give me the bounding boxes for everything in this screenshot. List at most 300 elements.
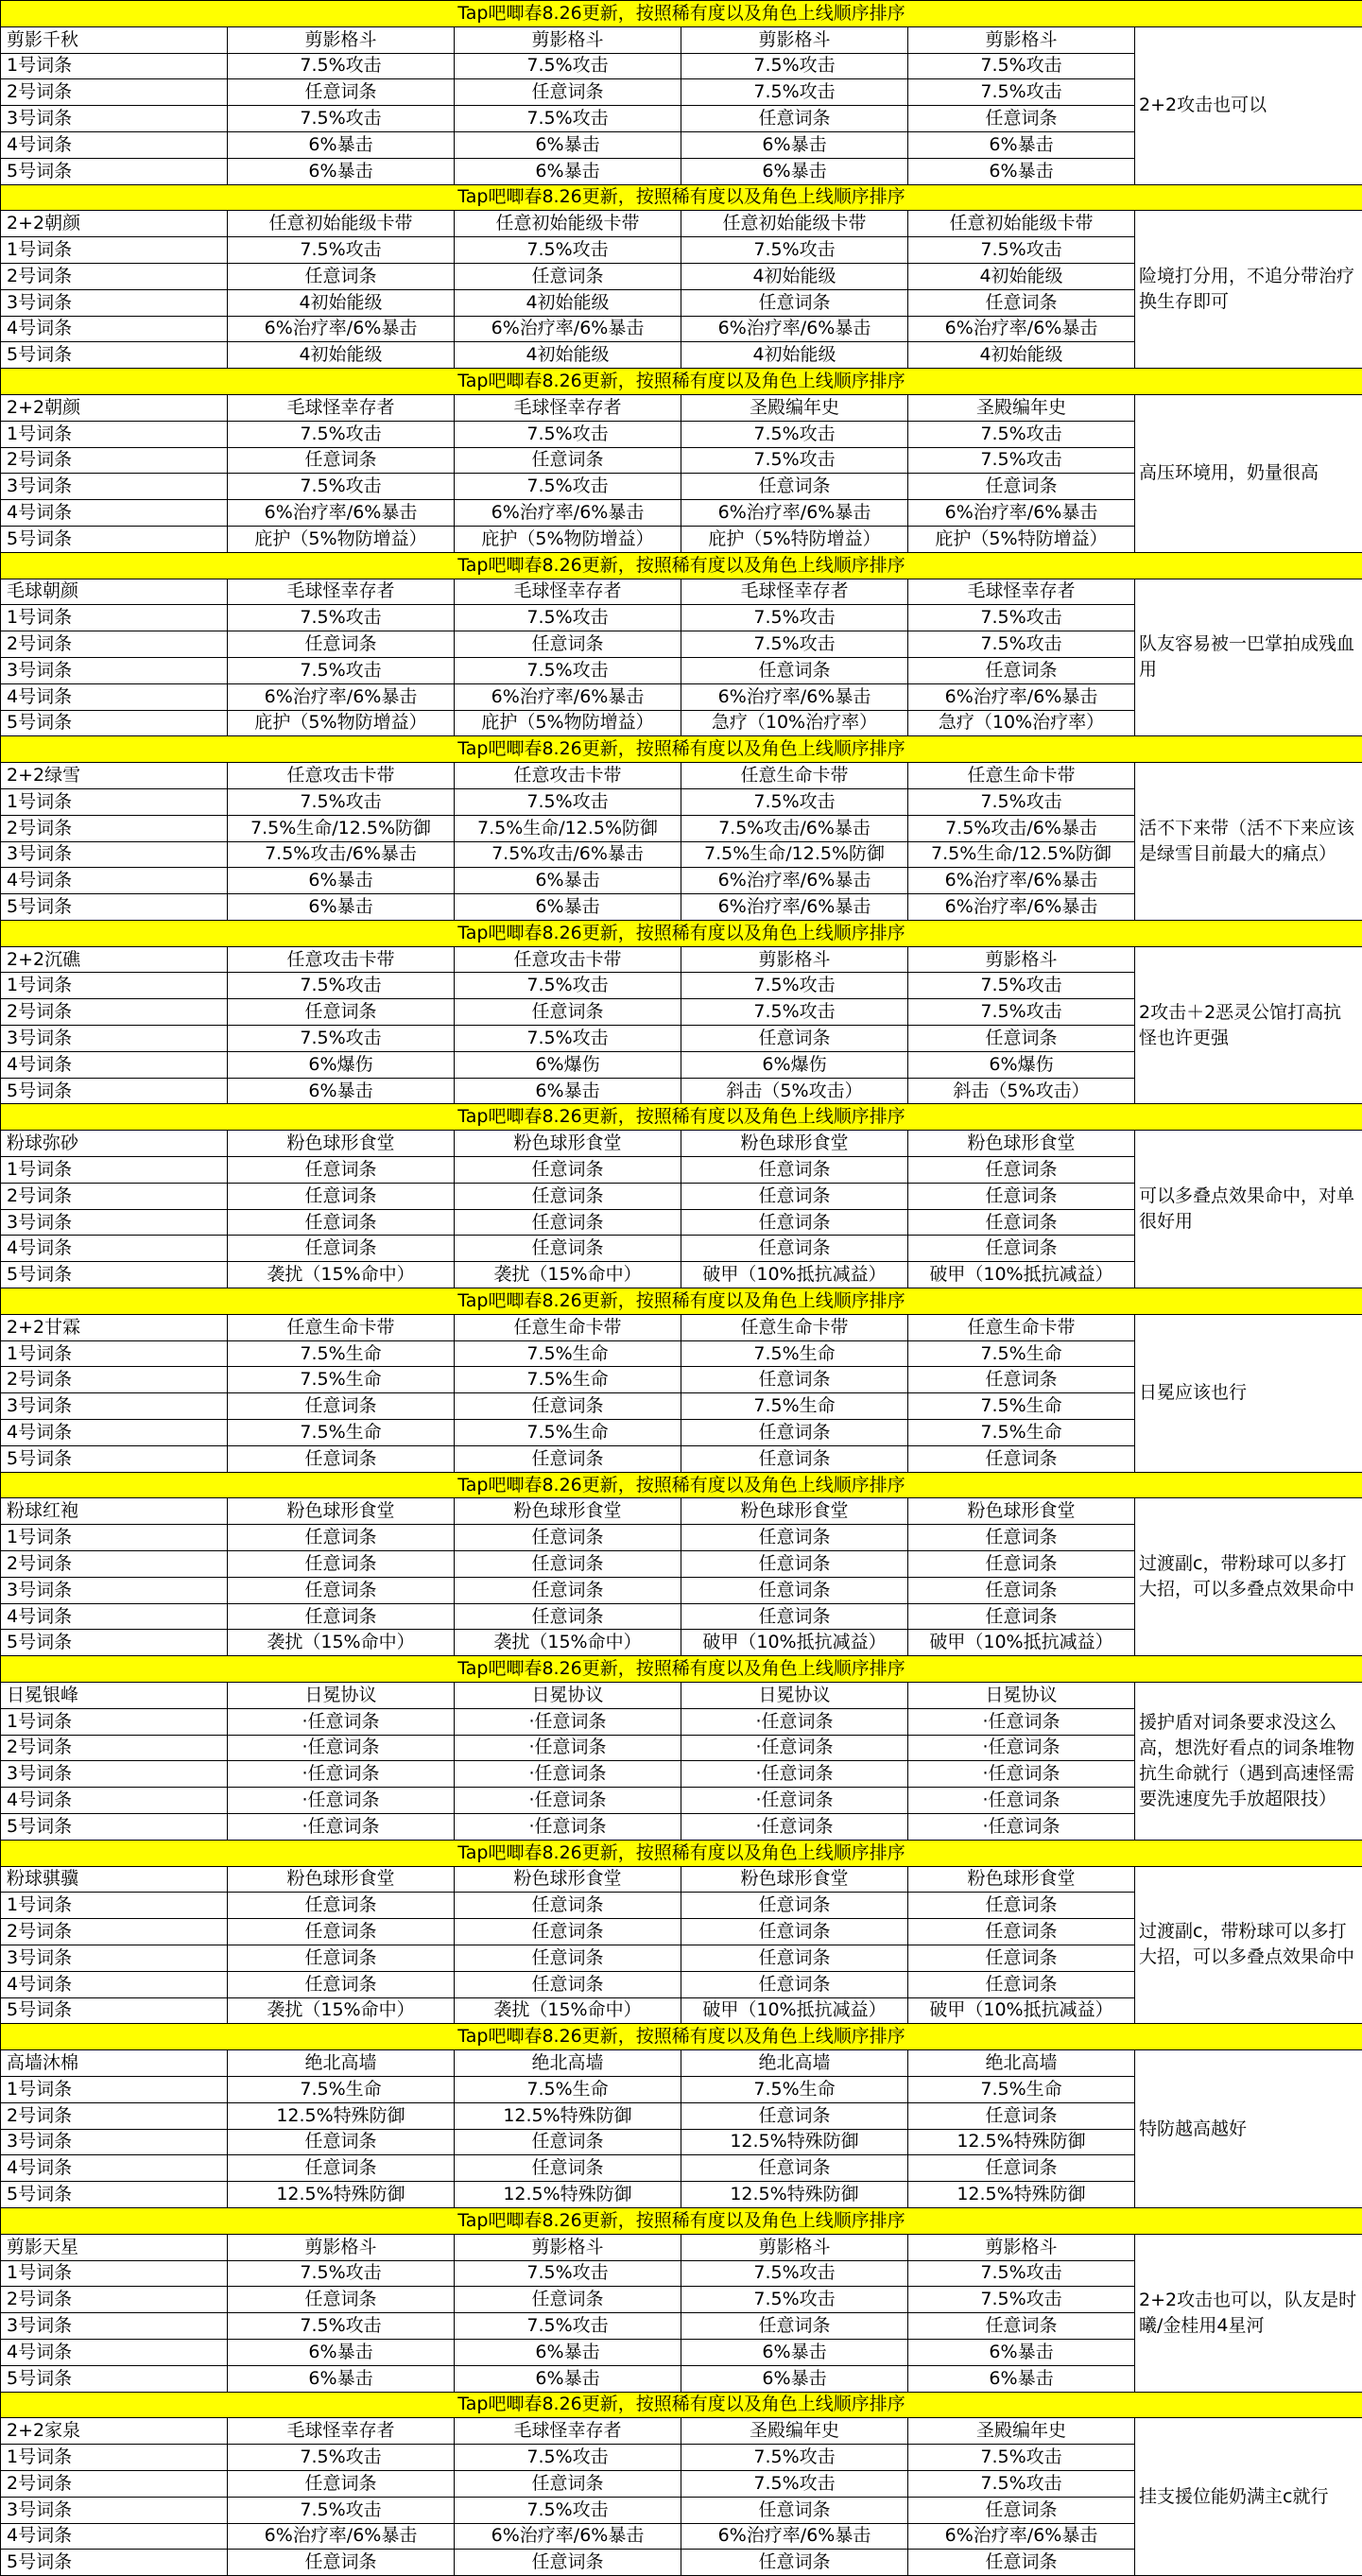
stat-cell: 6%治疗率/6%暴击: [228, 2523, 455, 2550]
card-set: 毛球怪幸存者: [228, 2418, 455, 2445]
stat-cell: 7.5%生命/12.5%防御: [455, 815, 681, 841]
banner-row: [1, 369, 1362, 395]
stat-cell: 任意词条: [681, 1919, 908, 1945]
banner-row: [1, 1, 1362, 27]
row-label: 3号词条: [1, 657, 228, 683]
stat-cell: 任意词条: [681, 1183, 908, 1209]
section-header-row: [1, 211, 1362, 237]
stat-cell: 6%治疗率/6%暴击: [681, 868, 908, 894]
stat-cell: 庇护（5%物防增益）: [228, 526, 455, 552]
update-banner: Tap吧唧春8.26更新，按照稀有度以及角色上线顺序排序: [1, 1840, 1362, 1866]
stat-cell: 袭扰（15%命中）: [228, 1997, 455, 2024]
stat-cell: 任意词条: [681, 1893, 908, 1919]
stat-cell: 任意词条: [228, 447, 455, 474]
stat-cell: ·任意词条: [681, 1761, 908, 1788]
character-name: 剪影千秋: [1, 26, 228, 53]
stat-cell: ·任意词条: [908, 1761, 1135, 1788]
stat-cell: ·任意词条: [681, 1735, 908, 1761]
stat-cell: 7.5%攻击: [908, 2287, 1135, 2313]
stat-cell: 7.5%攻击: [681, 79, 908, 106]
stat-cell: 4初始能级: [455, 289, 681, 316]
row-label: 2号词条: [1, 1551, 228, 1578]
card-set: 粉色球形食堂: [455, 1131, 681, 1157]
stat-cell: 6%治疗率/6%暴击: [908, 894, 1135, 921]
section-note: 挂支援位能奶满主c就行: [1135, 2418, 1362, 2576]
stat-cell: 任意词条: [908, 289, 1135, 316]
stat-cell: 7.5%攻击: [681, 237, 908, 264]
stat-cell: 任意词条: [908, 2313, 1135, 2340]
stat-cell: 6%治疗率/6%暴击: [228, 500, 455, 527]
section-header-row: [1, 1131, 1362, 1157]
stat-cell: 6%暴击: [681, 2339, 908, 2365]
character-name: 粉球红袍: [1, 1498, 228, 1525]
card-set: 剪影格斗: [681, 946, 908, 973]
stat-cell: 12.5%特殊防御: [681, 2129, 908, 2155]
stat-cell: 7.5%攻击: [228, 421, 455, 447]
stat-cell: 7.5%攻击: [455, 421, 681, 447]
stat-cell: 7.5%攻击: [908, 2445, 1135, 2471]
card-set: 任意生命卡带: [908, 763, 1135, 789]
card-set: 圣殿编年史: [908, 394, 1135, 421]
row-label: 3号词条: [1, 2129, 228, 2155]
stat-cell: 任意词条: [908, 1971, 1135, 1997]
stat-cell: 12.5%特殊防御: [228, 2182, 455, 2208]
stat-cell: 任意词条: [908, 1551, 1135, 1578]
stat-cell: 6%治疗率/6%暴击: [681, 683, 908, 710]
stat-cell: 6%暴击: [908, 158, 1135, 184]
character-name: 毛球朝颜: [1, 579, 228, 605]
stat-cell: 任意词条: [455, 999, 681, 1026]
row-label: 1号词条: [1, 421, 228, 447]
stat-cell: 7.5%攻击: [908, 2470, 1135, 2497]
stat-cell: 7.5%攻击: [908, 447, 1135, 474]
stat-cell: 任意词条: [908, 1026, 1135, 1052]
row-label: 2号词条: [1, 2102, 228, 2129]
update-banner: Tap吧唧春8.26更新，按照稀有度以及角色上线顺序排序: [1, 736, 1362, 763]
stat-cell: 7.5%攻击: [455, 1026, 681, 1052]
row-label: 2号词条: [1, 999, 228, 1026]
stat-cell: 庇护（5%物防增益）: [228, 710, 455, 736]
row-label: 4号词条: [1, 1603, 228, 1630]
stat-cell: 任意词条: [908, 1183, 1135, 1209]
section-note: 2攻击＋2恶灵公馆打高抗怪也许更强: [1135, 946, 1362, 1104]
row-label: 3号词条: [1, 1209, 228, 1236]
stat-cell: 6%暴击: [681, 131, 908, 158]
card-set: 剪影格斗: [908, 2234, 1135, 2260]
row-label: 5号词条: [1, 1630, 228, 1656]
banner-row: [1, 1840, 1362, 1866]
row-label: 4号词条: [1, 316, 228, 342]
stat-cell: 12.5%特殊防御: [908, 2129, 1135, 2155]
stat-cell: 任意词条: [455, 1603, 681, 1630]
stat-cell: 任意词条: [681, 1551, 908, 1578]
stat-cell: ·任意词条: [228, 1788, 455, 1814]
card-set: 任意初始能级卡带: [908, 211, 1135, 237]
row-label: 3号词条: [1, 106, 228, 132]
update-banner: Tap吧唧春8.26更新，按照稀有度以及角色上线顺序排序: [1, 369, 1362, 395]
stat-cell: 任意词条: [908, 1603, 1135, 1630]
character-name: 2+2家泉: [1, 2418, 228, 2445]
section-note: 过渡副c，带粉球可以多打大招，可以多叠点效果命中: [1135, 1866, 1362, 2024]
stat-cell: 7.5%攻击: [908, 788, 1135, 815]
stat-cell: 任意词条: [681, 2155, 908, 2182]
card-set: 日冕协议: [455, 1683, 681, 1709]
row-label: 4号词条: [1, 1971, 228, 1997]
stat-cell: 袭扰（15%命中）: [455, 1997, 681, 2024]
stat-cell: ·任意词条: [455, 1735, 681, 1761]
stat-cell: 任意词条: [455, 447, 681, 474]
stat-cell: 12.5%特殊防御: [228, 2102, 455, 2129]
stat-cell: 7.5%攻击: [455, 237, 681, 264]
update-banner: Tap吧唧春8.26更新，按照稀有度以及角色上线顺序排序: [1, 1656, 1362, 1683]
row-label: 3号词条: [1, 2497, 228, 2523]
update-banner: Tap吧唧春8.26更新，按照稀有度以及角色上线顺序排序: [1, 920, 1362, 946]
stat-cell: 6%治疗率/6%暴击: [228, 316, 455, 342]
row-label: 4号词条: [1, 1236, 228, 1262]
stat-cell: ·任意词条: [908, 1788, 1135, 1814]
stat-cell: 任意词条: [455, 1945, 681, 1971]
stat-cell: 6%暴击: [455, 1078, 681, 1104]
row-label: 2号词条: [1, 1367, 228, 1393]
row-label: 2号词条: [1, 1919, 228, 1945]
stat-cell: 7.5%攻击/6%暴击: [681, 815, 908, 841]
stat-cell: 6%暴击: [455, 2339, 681, 2365]
stat-cell: ·任意词条: [455, 1708, 681, 1735]
stat-cell: 7.5%生命: [455, 2076, 681, 2102]
stat-cell: 4初始能级: [908, 263, 1135, 289]
stat-cell: 任意词条: [455, 1893, 681, 1919]
stat-cell: 7.5%攻击: [908, 999, 1135, 1026]
stat-cell: 12.5%特殊防御: [455, 2102, 681, 2129]
row-label: 5号词条: [1, 2365, 228, 2392]
stat-cell: 任意词条: [681, 1157, 908, 1184]
stat-cell: 7.5%攻击: [455, 53, 681, 79]
card-set: 圣殿编年史: [681, 2418, 908, 2445]
stat-cell: 任意词条: [681, 2550, 908, 2576]
stat-cell: 6%治疗率/6%暴击: [908, 316, 1135, 342]
stat-cell: ·任意词条: [908, 1813, 1135, 1840]
stat-cell: 任意词条: [681, 1236, 908, 1262]
section-header-row: [1, 2050, 1362, 2077]
row-label: 5号词条: [1, 1445, 228, 1472]
row-label: 5号词条: [1, 1813, 228, 1840]
row-label: 5号词条: [1, 342, 228, 369]
stat-cell: 6%治疗率/6%暴击: [908, 2523, 1135, 2550]
stat-cell: 6%暴击: [908, 2339, 1135, 2365]
stat-cell: 7.5%生命: [908, 1340, 1135, 1367]
row-label: 5号词条: [1, 158, 228, 184]
card-set: 剪影格斗: [228, 26, 455, 53]
row-label: 2号词条: [1, 631, 228, 658]
section-note: 队友容易被一巴掌拍成残血用: [1135, 579, 1362, 736]
section-header-row: [1, 2234, 1362, 2260]
stat-cell: 任意词条: [681, 1945, 908, 1971]
card-set: 剪影格斗: [908, 946, 1135, 973]
stat-cell: 6%治疗率/6%暴击: [908, 683, 1135, 710]
stat-cell: 7.5%攻击: [681, 421, 908, 447]
row-label: 3号词条: [1, 1577, 228, 1603]
stat-cell: 7.5%攻击: [228, 788, 455, 815]
stat-cell: 任意词条: [455, 1236, 681, 1262]
update-banner: Tap吧唧春8.26更新，按照稀有度以及角色上线顺序排序: [1, 184, 1362, 211]
stat-cell: 任意词条: [908, 1367, 1135, 1393]
stat-cell: 任意词条: [908, 1919, 1135, 1945]
stat-cell: 6%暴击: [681, 2365, 908, 2392]
stat-cell: ·任意词条: [908, 1708, 1135, 1735]
stat-cell: 7.5%攻击: [681, 631, 908, 658]
stat-cell: 6%爆伤: [681, 1051, 908, 1078]
stat-cell: 任意词条: [681, 2313, 908, 2340]
stat-cell: 4初始能级: [681, 263, 908, 289]
stat-cell: 7.5%攻击: [228, 474, 455, 500]
stat-cell: 任意词条: [908, 1893, 1135, 1919]
stat-cell: 7.5%攻击/6%暴击: [228, 841, 455, 868]
stat-cell: 任意词条: [681, 106, 908, 132]
stat-cell: 急疗（10%治疗率）: [908, 710, 1135, 736]
row-label: 2号词条: [1, 1183, 228, 1209]
card-set: 粉色球形食堂: [681, 1866, 908, 1893]
stat-cell: 7.5%攻击: [455, 2497, 681, 2523]
stat-cell: 7.5%生命: [455, 1340, 681, 1367]
update-banner: Tap吧唧春8.26更新，按照稀有度以及角色上线顺序排序: [1, 1104, 1362, 1131]
stat-cell: 任意词条: [228, 1577, 455, 1603]
stat-cell: 破甲（10%抵抗减益）: [681, 1630, 908, 1656]
update-banner: Tap吧唧春8.26更新，按照稀有度以及角色上线顺序排序: [1, 1288, 1362, 1315]
stat-cell: 破甲（10%抵抗减益）: [681, 1262, 908, 1288]
row-label: 5号词条: [1, 894, 228, 921]
stat-cell: 7.5%攻击: [455, 2445, 681, 2471]
stat-cell: 任意词条: [228, 1157, 455, 1184]
stat-cell: 7.5%攻击/6%暴击: [908, 815, 1135, 841]
stat-cell: 6%治疗率/6%暴击: [681, 316, 908, 342]
stat-cell: 7.5%攻击: [228, 2260, 455, 2287]
row-label: 5号词条: [1, 2550, 228, 2576]
card-set: 任意攻击卡带: [455, 763, 681, 789]
stat-cell: 7.5%攻击: [681, 2445, 908, 2471]
stat-cell: 7.5%生命: [228, 1420, 455, 1446]
stat-cell: 任意词条: [681, 1026, 908, 1052]
stat-cell: 7.5%攻击: [681, 788, 908, 815]
section-note: 特防越高越好: [1135, 2050, 1362, 2208]
stat-cell: 6%爆伤: [908, 1051, 1135, 1078]
banner-row: [1, 1472, 1362, 1498]
card-set: 任意攻击卡带: [228, 763, 455, 789]
section-note: 援护盾对词条要求没这么高，想洗好看点的词条堆物抗生命就行（遇到高速怪需要洗速度先手放超限技）: [1135, 1683, 1362, 1841]
stat-cell: 7.5%攻击: [908, 2260, 1135, 2287]
stat-cell: 6%暴击: [228, 894, 455, 921]
stat-cell: 4初始能级: [908, 342, 1135, 369]
character-name: 日冕银峰: [1, 1683, 228, 1709]
stat-cell: 任意词条: [228, 2155, 455, 2182]
stat-cell: 7.5%攻击: [228, 657, 455, 683]
stat-cell: 6%暴击: [228, 1078, 455, 1104]
stat-cell: ·任意词条: [455, 1813, 681, 1840]
stat-cell: 6%治疗率/6%暴击: [455, 500, 681, 527]
section-header-row: [1, 1866, 1362, 1893]
stat-cell: 任意词条: [455, 1525, 681, 1551]
stat-cell: 7.5%攻击: [681, 2287, 908, 2313]
character-name: 2+2朝颜: [1, 211, 228, 237]
row-label: 2号词条: [1, 79, 228, 106]
row-label: 3号词条: [1, 1026, 228, 1052]
card-set: 绝北高墙: [681, 2050, 908, 2077]
card-set: 任意初始能级卡带: [681, 211, 908, 237]
card-set: 圣殿编年史: [681, 394, 908, 421]
stat-cell: 7.5%攻击: [908, 605, 1135, 631]
stat-cell: 6%爆伤: [455, 1051, 681, 1078]
row-label: 1号词条: [1, 1340, 228, 1367]
stat-cell: 任意词条: [228, 1183, 455, 1209]
stat-cell: 6%治疗率/6%暴击: [681, 894, 908, 921]
stat-cell: 破甲（10%抵抗减益）: [908, 1997, 1135, 2024]
row-label: 5号词条: [1, 1262, 228, 1288]
row-label: 5号词条: [1, 710, 228, 736]
card-set: 毛球怪幸存者: [455, 579, 681, 605]
stat-cell: 任意词条: [681, 1445, 908, 1472]
stat-cell: 袭扰（15%命中）: [455, 1630, 681, 1656]
stat-cell: 任意词条: [681, 289, 908, 316]
stat-cell: 6%暴击: [455, 868, 681, 894]
stat-cell: 6%暴击: [908, 2365, 1135, 2392]
stat-cell: 7.5%攻击: [681, 53, 908, 79]
stat-cell: 7.5%生命: [681, 1340, 908, 1367]
stat-cell: 6%暴击: [681, 158, 908, 184]
card-set: 粉色球形食堂: [455, 1498, 681, 1525]
stat-cell: 任意词条: [681, 1525, 908, 1551]
stat-cell: 7.5%攻击: [455, 605, 681, 631]
section-header-row: [1, 1683, 1362, 1709]
stat-cell: 袭扰（15%命中）: [455, 1262, 681, 1288]
card-set: 任意攻击卡带: [455, 946, 681, 973]
update-banner: Tap吧唧春8.26更新，按照稀有度以及角色上线顺序排序: [1, 1472, 1362, 1498]
banner-row: [1, 2024, 1362, 2050]
section-header-row: [1, 2418, 1362, 2445]
section-header-row: [1, 1314, 1362, 1340]
section-header-row: [1, 26, 1362, 53]
stat-cell: 任意词条: [455, 263, 681, 289]
stat-cell: 破甲（10%抵抗减益）: [681, 1997, 908, 2024]
update-banner: Tap吧唧春8.26更新，按照稀有度以及角色上线顺序排序: [1, 552, 1362, 579]
stat-cell: 任意词条: [455, 2155, 681, 2182]
banner-row: [1, 1288, 1362, 1315]
card-set: 毛球怪幸存者: [228, 579, 455, 605]
row-label: 4号词条: [1, 131, 228, 158]
stat-cell: 任意词条: [681, 1577, 908, 1603]
stat-cell: 任意词条: [908, 1236, 1135, 1262]
stat-cell: 7.5%生命: [681, 2076, 908, 2102]
stat-cell: 6%暴击: [455, 2365, 681, 2392]
banner-row: [1, 2207, 1362, 2234]
stat-cell: 7.5%攻击: [228, 2313, 455, 2340]
stat-cell: 7.5%攻击: [455, 657, 681, 683]
stat-cell: 6%治疗率/6%暴击: [455, 683, 681, 710]
stat-cell: 4初始能级: [681, 342, 908, 369]
card-set: 剪影格斗: [228, 2234, 455, 2260]
stat-cell: 7.5%攻击: [455, 973, 681, 999]
stat-cell: 6%治疗率/6%暴击: [681, 2523, 908, 2550]
card-set: 毛球怪幸存者: [681, 579, 908, 605]
card-set: 剪影格斗: [681, 26, 908, 53]
row-label: 1号词条: [1, 605, 228, 631]
stat-cell: 任意词条: [228, 1445, 455, 1472]
stat-cell: 6%治疗率/6%暴击: [455, 2523, 681, 2550]
stat-cell: 任意词条: [228, 1209, 455, 1236]
stat-cell: 7.5%生命: [228, 1340, 455, 1367]
row-label: 1号词条: [1, 1893, 228, 1919]
row-label: 1号词条: [1, 2260, 228, 2287]
card-set: 毛球怪幸存者: [455, 2418, 681, 2445]
stat-cell: 7.5%生命: [908, 2076, 1135, 2102]
stat-cell: 任意词条: [228, 263, 455, 289]
stat-cell: 任意词条: [228, 2129, 455, 2155]
stat-cell: 任意词条: [681, 474, 908, 500]
banner-row: [1, 1656, 1362, 1683]
row-label: 2号词条: [1, 2470, 228, 2497]
banner-row: [1, 184, 1362, 211]
stat-cell: 任意词条: [228, 999, 455, 1026]
stat-cell: ·任意词条: [681, 1813, 908, 1840]
stat-cell: 任意词条: [228, 1971, 455, 1997]
stat-cell: 7.5%生命/12.5%防御: [908, 841, 1135, 868]
stat-cell: 7.5%生命: [455, 1367, 681, 1393]
row-label: 3号词条: [1, 1393, 228, 1420]
section-note: 2+2攻击也可以: [1135, 26, 1362, 184]
stat-cell: 7.5%攻击: [681, 973, 908, 999]
card-set: 粉色球形食堂: [455, 1866, 681, 1893]
stat-cell: 7.5%攻击: [228, 2445, 455, 2471]
section-note: 过渡副c，带粉球可以多打大招，可以多叠点效果命中: [1135, 1498, 1362, 1656]
stat-cell: 任意词条: [908, 2550, 1135, 2576]
section-header-row: [1, 763, 1362, 789]
stat-cell: 6%暴击: [455, 158, 681, 184]
stat-cell: 6%治疗率/6%暴击: [455, 316, 681, 342]
row-label: 1号词条: [1, 1525, 228, 1551]
section-header-row: [1, 946, 1362, 973]
stat-cell: 7.5%生命: [681, 1393, 908, 1420]
section-header-row: [1, 1498, 1362, 1525]
stat-cell: 任意词条: [908, 2497, 1135, 2523]
row-label: 4号词条: [1, 1420, 228, 1446]
stat-cell: 任意词条: [681, 1420, 908, 1446]
card-set: 毛球怪幸存者: [908, 579, 1135, 605]
card-set: 粉色球形食堂: [681, 1131, 908, 1157]
card-set: 日冕协议: [908, 1683, 1135, 1709]
stat-cell: 任意词条: [908, 474, 1135, 500]
stat-cell: 12.5%特殊防御: [681, 2182, 908, 2208]
stat-cell: 7.5%攻击: [228, 973, 455, 999]
section-note: 2+2攻击也可以，队友是时曦/金桂用4星河: [1135, 2234, 1362, 2392]
stat-cell: 任意词条: [455, 1183, 681, 1209]
stat-cell: 任意词条: [228, 2287, 455, 2313]
section-header-row: [1, 579, 1362, 605]
character-name: 2+2朝颜: [1, 394, 228, 421]
card-set: 剪影格斗: [681, 2234, 908, 2260]
stat-cell: 任意词条: [908, 1445, 1135, 1472]
stat-cell: 破甲（10%抵抗减益）: [908, 1262, 1135, 1288]
card-set: 粉色球形食堂: [908, 1498, 1135, 1525]
stat-cell: 7.5%攻击/6%暴击: [455, 841, 681, 868]
card-set: 任意初始能级卡带: [455, 211, 681, 237]
stat-cell: 7.5%攻击: [908, 421, 1135, 447]
card-set: 剪影格斗: [455, 2234, 681, 2260]
stat-cell: 庇护（5%物防增益）: [455, 526, 681, 552]
card-set: 任意生命卡带: [681, 1314, 908, 1340]
row-label: 3号词条: [1, 474, 228, 500]
stat-cell: 任意词条: [228, 1236, 455, 1262]
stat-cell: 12.5%特殊防御: [455, 2182, 681, 2208]
stat-cell: 斜击（5%攻击）: [908, 1078, 1135, 1104]
row-label: 1号词条: [1, 53, 228, 79]
